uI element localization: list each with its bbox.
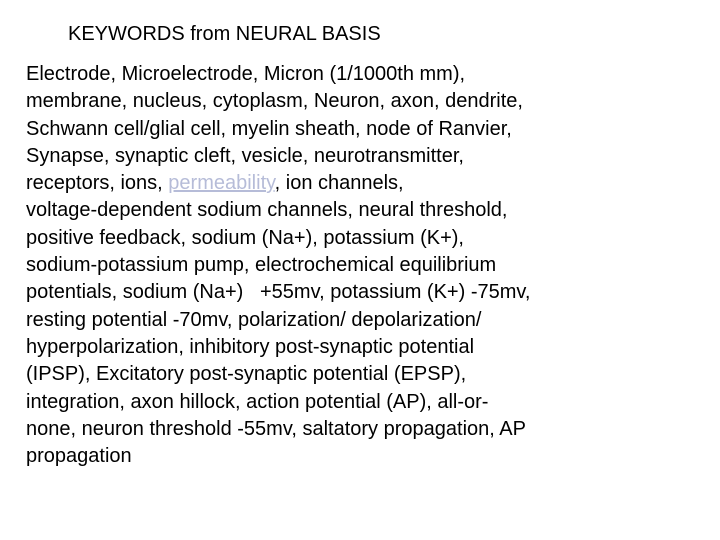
text-line: [26, 361, 698, 388]
text-segment: voltage-dependent sodium channels, neural threshold,: [26, 199, 508, 222]
text-line: [26, 61, 698, 88]
slide-title: KEYWORDS from NEURAL BASIS: [68, 23, 381, 45]
text-line: [26, 443, 698, 470]
text-segment: none, neuron threshold -55mv, saltatory propagation, AP: [26, 417, 526, 440]
text-line: [26, 252, 698, 279]
text-segment: Schwann cell/glial cell, myelin sheath, node of Ranvier,: [26, 117, 512, 140]
text-segment: Electrode, Microelectrode, Micron (1/1000th mm),: [26, 63, 466, 85]
text-line: [26, 143, 698, 170]
text-segment: hyperpolarization, inhibitory post-synaptic potential: [26, 335, 475, 358]
text-line: [26, 389, 698, 416]
permeability-link[interactable]: permeability: [168, 172, 275, 195]
keywords-text: [26, 61, 698, 470]
text-line: [26, 197, 698, 224]
text-segment: (IPSP), Excitatory post-synaptic potential (EPSP),: [26, 363, 467, 386]
text-segment: integration, axon hillock, action potential (AP), all-or-: [26, 390, 489, 413]
text-line: [26, 416, 698, 443]
text-line: [26, 334, 698, 361]
text-line: [26, 225, 698, 252]
text-line: [26, 307, 698, 334]
text-segment: , ion channels,: [274, 172, 404, 195]
text-segment: Synapse, synaptic cleft, vesicle, neurotransmitter,: [26, 144, 464, 167]
text-segment: resting potential -70mv, polarization/ depolarization/: [26, 308, 482, 331]
text-line: [26, 116, 698, 143]
text-segment: sodium-potassium pump, electrochemical equilibrium: [26, 254, 497, 277]
text-line: [26, 279, 698, 306]
text-line: [26, 88, 698, 115]
text-segment: receptors, ions,: [26, 172, 169, 195]
text-segment: positive feedback, sodium (Na+), potassium (K+),: [26, 226, 464, 249]
text-segment: membrane, nucleus, cytoplasm, Neuron, axon, dendrite,: [26, 90, 523, 113]
text-segment: propagation: [26, 445, 132, 468]
text-segment: potentials, sodium (Na+) +55mv, potassium (K+) -75mv,: [26, 281, 531, 304]
text-line: [26, 170, 698, 197]
